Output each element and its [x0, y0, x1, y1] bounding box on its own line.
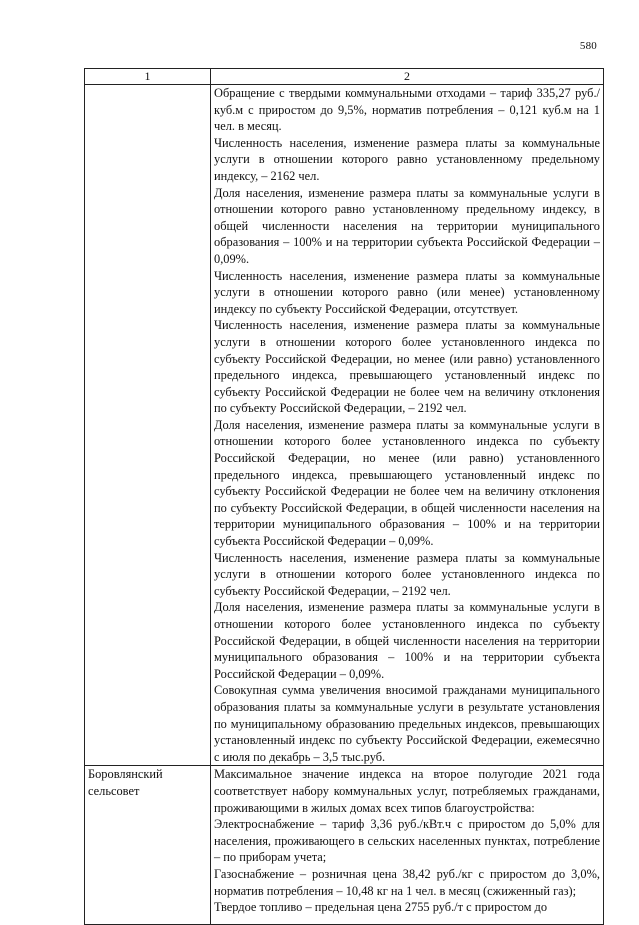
column-header-1: 1	[85, 69, 211, 85]
table-row	[85, 85, 604, 766]
paragraph: Доля населения, изменение размера платы за коммунальные услуги в отношении которого более установленного индекса по субъекту Российской Федерации, но менее (или равно) установленного предельного индекса, превышающего установленный индекс по субъекту Российской Федерации не более чем на величину отклонения по субъекту Российской Федерации, в общей численности населения на территории муниципального образования – 100% и на территории субъекта Российской Федерации – 0,09%.	[214, 417, 600, 549]
paragraph: Обращение с твердыми коммунальными отходами – тариф 335,27 руб./куб.м с приростом до 9,5%, норматив потребления – 0,121 куб.м на 1 чел. в месяц.	[214, 86, 600, 134]
paragraph: Численность населения, изменение размера платы за коммунальные услуги в отношении которого равно (или менее) установленному индексу по субъекту Российской Федерации, отсутствует.	[214, 268, 600, 316]
paragraph: Доля населения, изменение размера платы за коммунальные услуги в отношении которого равно установленному предельному индексу, в общей численности населения на территории муниципального образования – 100% и на территории субъекта Российской Федерации – 0,09%.	[214, 185, 600, 266]
page-number: 580	[579, 40, 597, 52]
row-2-col-2	[211, 766, 604, 925]
paragraph: Твердое топливо – предельная цена 2755 руб./т с приростом до	[214, 900, 548, 915]
paragraph: Максимальное значение индекса на второе полугодие 2021 года соответствует набору коммунальных услуг, потребляемых гражданами, проживающими в жилых домах всех типов благоустройства:	[214, 767, 600, 815]
paragraph: Газоснабжение – розничная цена 38,42 руб./кг с приростом до 3,0%, норматив потребления – 10,48 кг на 1 чел. в месяц (сжиженный газ);	[214, 866, 600, 898]
paragraph: Электроснабжение – тариф 3,36 руб./кВт.ч с приростом до 5,0% для населения, проживающего в сельских населенных пунктах, потребление – по приборам учета;	[214, 817, 600, 865]
paragraph: Доля населения, изменение размера платы за коммунальные услуги в отношении которого более установленного индекса по субъекту Российской Федерации, в общей численности населения на территории муниципального образования – 100% и на территории субъекта Российской Федерации – 0,09%.	[214, 600, 600, 681]
paragraph: Совокупная сумма увеличения вносимой гражданами муниципального образования платы за коммунальные услуги в результате установления по муниципальному образованию предельных индексов, превышающих установленный индекс по субъекту Российской Федерации, ежемесячно с июля по декабрь – 3,5 тыс.руб.	[214, 683, 600, 764]
table-row	[85, 766, 604, 925]
row-2-col-1: Боровлянский сельсовет	[85, 766, 211, 925]
row-1-col-1	[85, 85, 211, 766]
paragraph: Численность населения, изменение размера платы за коммунальные услуги в отношении которого равно установленному предельному индексу, – 2162 чел.	[214, 135, 600, 183]
paragraph: Численность населения, изменение размера платы за коммунальные услуги в отношении которого более установленного индекса по субъекту Российской Федерации, – 2192 чел.	[214, 550, 600, 598]
document-table	[84, 68, 604, 925]
column-header-2: 2	[211, 69, 604, 85]
paragraph: Численность населения, изменение размера платы за коммунальные услуги в отношении которого более установленного индекса по субъекту Российской Федерации, но менее (или равно) установленного предельного индекса, превышающего установленный индекс по субъекту Российской Федерации не более чем на величину отклонения по субъекту Российской Федерации, – 2192 чел.	[214, 318, 600, 416]
row-1-col-2	[211, 85, 604, 766]
table-header-row	[85, 69, 604, 85]
